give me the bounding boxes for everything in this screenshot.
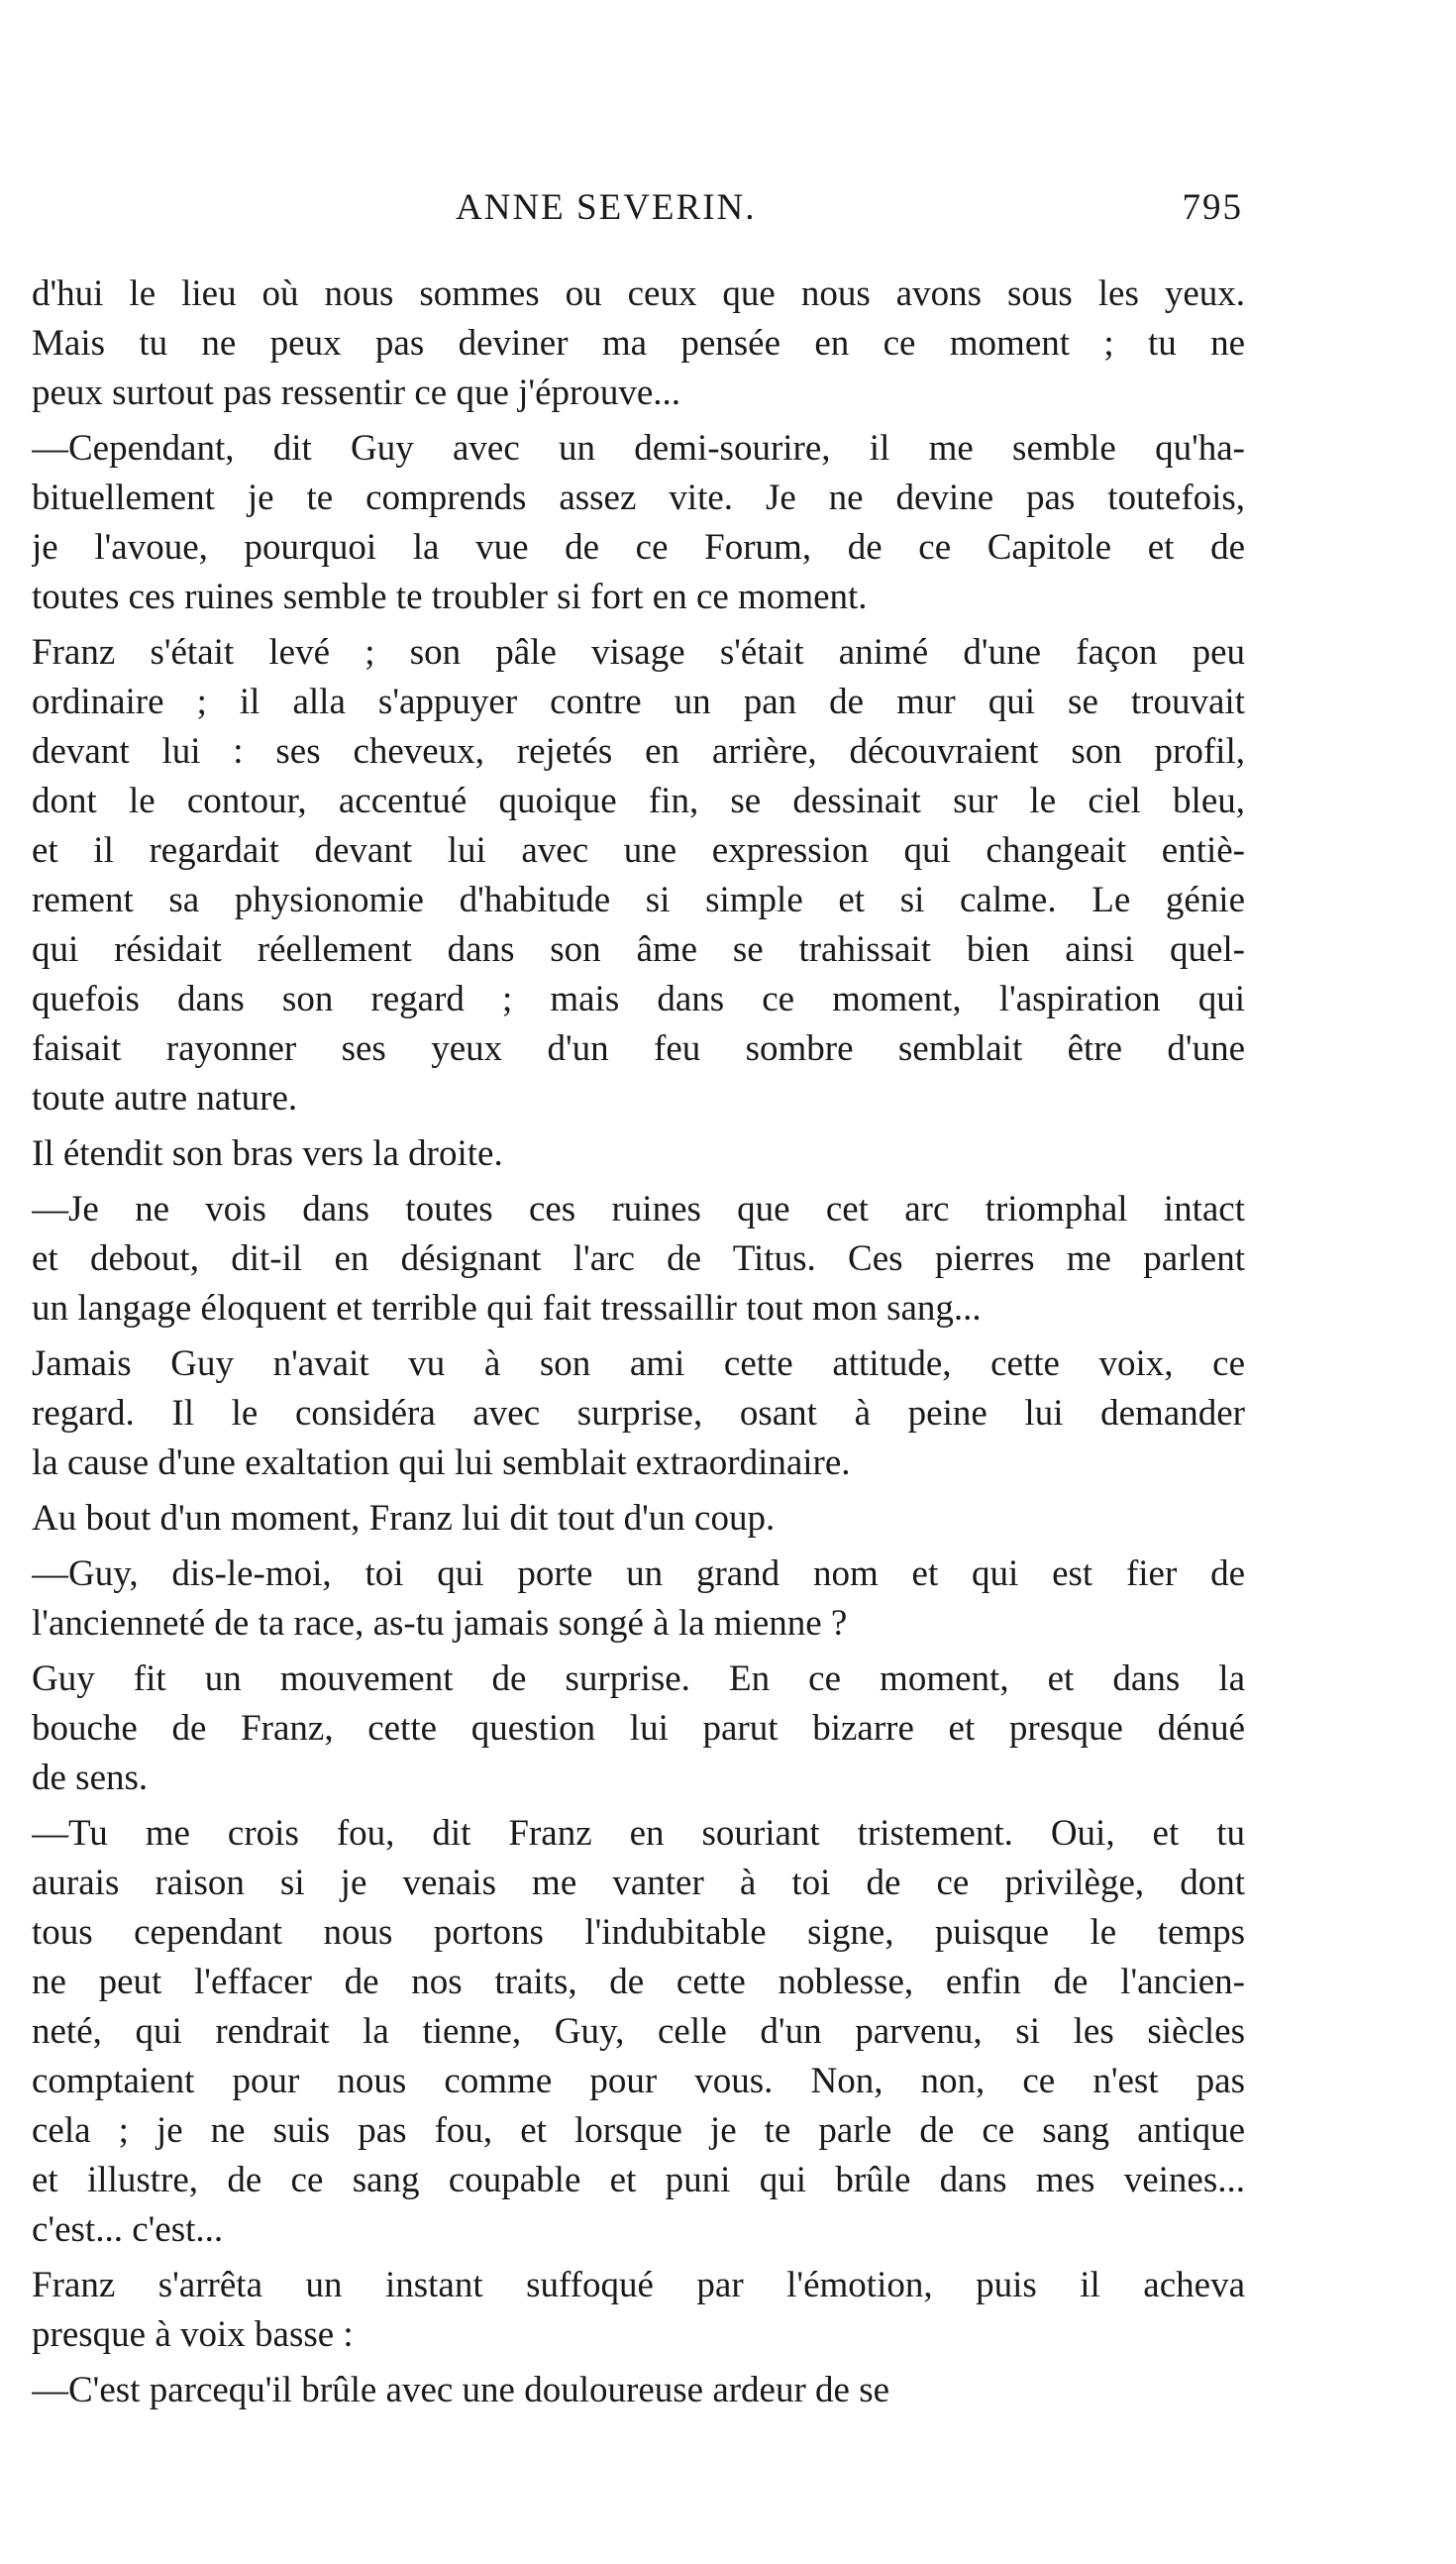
- text-line: Jamais Guy n'avait vu à son ami cette attitude, cette voix, ce: [32, 1343, 1245, 1384]
- paragraph: [32, 628, 1245, 1123]
- paragraph: [32, 1549, 1245, 1649]
- text-line: Franz s'arrêta un instant suffoqué par l'émotion, puis il acheva: [32, 2265, 1245, 2305]
- text-line: Il étendit son bras vers la droite.: [32, 1133, 503, 1174]
- paragraph: [32, 1655, 1245, 1803]
- text-line: quefois dans son regard ; mais dans ce moment, l'aspiration qui: [32, 979, 1245, 1019]
- text-line: ne peut l'effacer de nos traits, de cette noblesse, enfin de l'ancien-: [32, 1962, 1245, 2002]
- text-line: cela ; je ne suis pas fou, et lorsque je te parle de ce sang antique: [32, 2110, 1245, 2151]
- paragraph: [32, 1339, 1245, 1488]
- text-line: l'ancienneté de ta race, as-tu jamais songé à la mienne ?: [32, 1603, 848, 1644]
- text-line: Au bout d'un moment, Franz lui dit tout d'un coup.: [32, 1498, 776, 1539]
- text-line: —Je ne vois dans toutes ces ruines que cet arc triomphal intact: [32, 1189, 1245, 1229]
- text-line: toutes ces ruines semble te troubler si fort en ce moment.: [32, 577, 868, 617]
- text-line: peux surtout pas ressentir ce que j'éprouve...: [32, 373, 680, 413]
- text-line: bituellement je te comprends assez vite. Je ne devine pas toutefois,: [32, 478, 1245, 518]
- paragraph: [32, 1809, 1245, 2255]
- text-line: ordinaire ; il alla s'appuyer contre un pan de mur qui se trouvait: [32, 682, 1245, 722]
- text-line: aurais raison si je venais me vanter à toi de ce privilège, dont: [32, 1863, 1245, 1903]
- text-line: un langage éloquent et terrible qui fait tressaillir tout mon sang...: [32, 1288, 982, 1329]
- text-line: tous cependant nous portons l'indubitable signe, puisque le temps: [32, 1912, 1245, 1953]
- text-line: Franz s'était levé ; son pâle visage s'était animé d'une façon peu: [32, 632, 1245, 673]
- paragraph: [32, 2261, 1245, 2360]
- text-line: —C'est parcequ'il brûle avec une douloureuse ardeur de se: [32, 2370, 890, 2410]
- text-line: qui résidait réellement dans son âme se trahissait bien ainsi quel-: [32, 929, 1245, 970]
- text-line: faisait rayonner ses yeux d'un feu sombre semblait être d'une: [32, 1028, 1245, 1069]
- text-line: la cause d'une exaltation qui lui semblait extraordinaire.: [32, 1442, 851, 1483]
- text-line: et illustre, de ce sang coupable et puni qui brûle dans mes veines...: [32, 2160, 1245, 2200]
- text-line: c'est... c'est...: [32, 2209, 224, 2250]
- text-line: je l'avoue, pourquoi la vue de ce Forum, de ce Capitole et de: [32, 527, 1245, 568]
- paragraph: [32, 1494, 1245, 1544]
- text-line: Mais tu ne peux pas deviner ma pensée en ce moment ; tu ne: [32, 323, 1245, 364]
- page-number: 795: [1182, 187, 1243, 228]
- text-line: Guy fit un mouvement de surprise. En ce moment, et dans la: [32, 1658, 1245, 1699]
- text-line: —Cependant, dit Guy avec un demi-sourire, il me semble qu'ha-: [32, 428, 1245, 469]
- paragraph: [32, 1185, 1245, 1334]
- text-line: et debout, dit-il en désignant l'arc de Titus. Ces pierres me parlent: [32, 1238, 1245, 1279]
- text-line: devant lui : ses cheveux, rejetés en arrière, découvraient son profil,: [32, 731, 1245, 772]
- text-line: toute autre nature.: [32, 1078, 298, 1119]
- text-line: bouche de Franz, cette question lui parut bizarre et presque dénué: [32, 1708, 1245, 1749]
- text-line: de sens.: [32, 1758, 149, 1798]
- running-title: ANNE SEVERIN.: [456, 187, 757, 228]
- body-text: [32, 269, 1245, 2421]
- text-line: —Guy, dis-le-moi, toi qui porte un grand nom et qui est fier de: [32, 1553, 1245, 1594]
- text-line: comptaient pour nous comme pour vous. Non, non, ce n'est pas: [32, 2061, 1245, 2101]
- paragraph: [32, 1129, 1245, 1179]
- text-line: —Tu me crois fou, dit Franz en souriant tristement. Oui, et tu: [32, 1813, 1245, 1854]
- text-line: presque à voix basse :: [32, 2314, 354, 2355]
- text-line: rement sa physionomie d'habitude si simple et si calme. Le génie: [32, 880, 1245, 920]
- text-line: regard. Il le considéra avec surprise, osant à peine lui demander: [32, 1393, 1245, 1434]
- text-line: dont le contour, accentué quoique fin, se dessinait sur le ciel bleu,: [32, 781, 1245, 821]
- paragraph: [32, 2366, 1245, 2415]
- paragraph: [32, 269, 1245, 418]
- paragraph: [32, 424, 1245, 622]
- text-line: neté, qui rendrait la tienne, Guy, celle d'un parvenu, si les siècles: [32, 2011, 1245, 2052]
- text-line: et il regardait devant lui avec une expression qui changeait entiè-: [32, 830, 1245, 871]
- text-line: d'hui le lieu où nous sommes ou ceux que nous avons sous les yeux.: [32, 273, 1245, 314]
